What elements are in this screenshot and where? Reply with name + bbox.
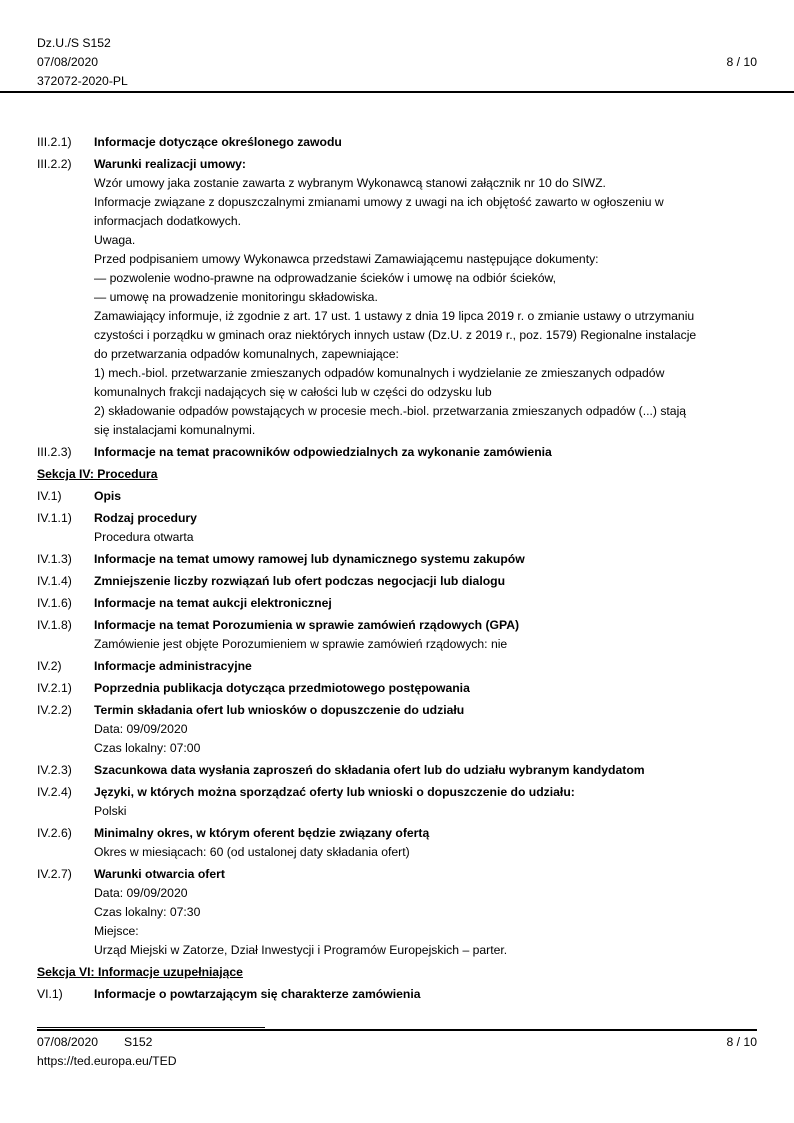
footer-date: 07/08/2020 bbox=[37, 1035, 98, 1049]
item-number: IV.1.4) bbox=[37, 574, 72, 588]
item-body bbox=[94, 155, 757, 440]
section-item bbox=[37, 985, 757, 1004]
item-paragraph: Przed podpisaniem umowy Wykonawca przedstawi Zamawiającemu następujące dokumenty: bbox=[94, 252, 599, 266]
section-item bbox=[37, 487, 757, 506]
section-item bbox=[37, 550, 757, 569]
section-item bbox=[37, 783, 757, 821]
item-body bbox=[94, 985, 757, 1004]
item-number: IV.2.2) bbox=[37, 703, 72, 717]
item-title: Informacje dotyczące określonego zawodu bbox=[94, 135, 342, 149]
header-date: 07/08/2020 bbox=[37, 55, 98, 69]
item-number: IV.1.3) bbox=[37, 552, 72, 566]
item-paragraph: Procedura otwarta bbox=[94, 530, 194, 544]
item-title: Warunki realizacji umowy: bbox=[94, 157, 246, 171]
item-title: Informacje na temat Porozumienia w sprawie zamówień rządowych (GPA) bbox=[94, 618, 520, 632]
item-body bbox=[94, 701, 757, 758]
item-paragraph: — umowę na prowadzenie monitoringu składowiska. bbox=[94, 290, 378, 304]
item-paragraph: Informacje związane z dopuszczalnymi zmianami umowy z uwagi na ich objętość zawarto w ogłoszeniu w bbox=[94, 195, 664, 209]
item-body bbox=[94, 487, 757, 506]
section-item bbox=[37, 594, 757, 613]
item-paragraph: się instalacjami komunalnymi. bbox=[94, 423, 256, 437]
item-paragraph: czystości i porządku w gminach oraz niektórych innych ustaw (Dz.U. z 2019 r., poz. 1579) Regionalne instalacje bbox=[94, 328, 697, 342]
item-title: Informacje na temat pracowników odpowiedzialnych za wykonanie zamówienia bbox=[94, 445, 552, 459]
document-body bbox=[0, 133, 794, 1004]
item-number: IV.1.8) bbox=[37, 618, 72, 632]
item-title: Termin składania ofert lub wniosków o dopuszczenie do udziału bbox=[94, 703, 465, 717]
item-number: IV.2.4) bbox=[37, 785, 72, 799]
item-body bbox=[94, 657, 757, 676]
item-paragraph: Urząd Miejski w Zatorze, Dział Inwestycji i Programów Europejskich – parter. bbox=[94, 943, 508, 957]
item-paragraph: Miejsce: bbox=[94, 924, 139, 938]
item-body bbox=[94, 865, 757, 960]
footer-url: https://ted.europa.eu/TED bbox=[37, 1054, 177, 1068]
item-body bbox=[94, 783, 757, 821]
item-paragraph: komunalnych frakcji nadających się w całości lub w części do odzysku lub bbox=[94, 385, 492, 399]
footer-row bbox=[37, 1033, 757, 1052]
item-body bbox=[94, 761, 757, 780]
item-paragraph: Polski bbox=[94, 804, 127, 818]
item-paragraph: informacjach dodatkowych. bbox=[94, 214, 241, 228]
item-title: Informacje administracyjne bbox=[94, 659, 252, 673]
item-number: IV.2.7) bbox=[37, 867, 72, 881]
item-paragraph: Data: 09/09/2020 bbox=[94, 886, 188, 900]
item-title: Szacunkowa data wysłania zaproszeń do składania ofert lub do udziału wybranym kandydatom bbox=[94, 763, 645, 777]
footer-page-number: 8 / 10 bbox=[726, 1035, 757, 1049]
item-number: III.2.3) bbox=[37, 445, 72, 459]
item-number: IV.2.3) bbox=[37, 763, 72, 777]
section-item bbox=[37, 679, 757, 698]
item-title: Informacje na temat aukcji elektronicznej bbox=[94, 596, 332, 610]
item-title: Warunki otwarcia ofert bbox=[94, 867, 225, 881]
item-number: IV.2.6) bbox=[37, 826, 72, 840]
section-item bbox=[37, 824, 757, 862]
item-title: Opis bbox=[94, 489, 122, 503]
section-item bbox=[37, 155, 757, 440]
item-body bbox=[94, 443, 757, 462]
item-number: III.2.1) bbox=[37, 135, 72, 149]
header-row bbox=[37, 53, 757, 72]
item-paragraph: — pozwolenie wodno-prawne na odprowadzanie ścieków i umowę na odbiór ścieków, bbox=[94, 271, 557, 285]
item-paragraph: Zamówienie jest objęte Porozumieniem w sprawie zamówień rządowych: nie bbox=[94, 637, 508, 651]
section-item bbox=[37, 657, 757, 676]
section-item bbox=[37, 865, 757, 960]
item-title: Informacje o powtarzającym się charakterze zamówienia bbox=[94, 987, 421, 1001]
item-body bbox=[94, 679, 757, 698]
item-number: IV.1) bbox=[37, 489, 62, 503]
footer-series: S152 bbox=[124, 1035, 153, 1049]
item-body bbox=[94, 594, 757, 613]
item-title: Rodzaj procedury bbox=[94, 511, 197, 525]
item-paragraph: Okres w miesiącach: 60 (od ustalonej daty składania ofert) bbox=[94, 845, 410, 859]
item-paragraph: 2) składowanie odpadów powstających w procesie mech.-biol. przetwarzania zmieszanych odpadów (...) stają bbox=[94, 404, 687, 418]
item-title: Poprzednia publikacja dotycząca przedmiotowego postępowania bbox=[94, 681, 470, 695]
item-paragraph: 1) mech.-biol. przetwarzanie zmieszanych odpadów komunalnych i wydzielanie ze zmieszanych odpadów bbox=[94, 366, 665, 380]
section-item bbox=[37, 616, 757, 654]
section-heading: Sekcja IV: Procedura bbox=[37, 467, 158, 481]
item-number: IV.2) bbox=[37, 659, 62, 673]
item-paragraph: Czas lokalny: 07:30 bbox=[94, 905, 201, 919]
item-number: IV.1.6) bbox=[37, 596, 72, 610]
footer-rule-left-segment bbox=[37, 1027, 265, 1028]
item-body bbox=[94, 550, 757, 569]
section-item bbox=[37, 443, 757, 462]
item-number: III.2.2) bbox=[37, 157, 72, 171]
page-footer bbox=[0, 1027, 794, 1123]
header-journal: Dz.U./S S152 bbox=[37, 36, 111, 50]
section-item bbox=[37, 701, 757, 758]
item-body bbox=[94, 824, 757, 862]
item-paragraph: Zamawiający informuje, iż zgodnie z art. 17 ust. 1 ustawy z dnia 19 lipca 2019 r. o zmianie ustawy o utrzymaniu bbox=[94, 309, 695, 323]
item-paragraph: do przetwarzania odpadów komunalnych, zapewniające: bbox=[94, 347, 399, 361]
section-heading: Sekcja VI: Informacje uzupełniające bbox=[37, 965, 243, 979]
item-number: IV.2.1) bbox=[37, 681, 72, 695]
header-page-number: 8 / 10 bbox=[726, 55, 757, 69]
item-number: IV.1.1) bbox=[37, 511, 72, 525]
page-header bbox=[0, 0, 794, 93]
item-title: Minimalny okres, w którym oferent będzie związany ofertą bbox=[94, 826, 430, 840]
section-item bbox=[37, 133, 757, 152]
item-paragraph: Uwaga. bbox=[94, 233, 136, 247]
item-body bbox=[94, 572, 757, 591]
footer-rule bbox=[37, 1027, 757, 1031]
item-paragraph: Wzór umowy jaka zostanie zawarta z wybranym Wykonawcą stanowi załącznik nr 10 do SIWZ. bbox=[94, 176, 606, 190]
item-title: Informacje na temat umowy ramowej lub dynamicznego systemu zakupów bbox=[94, 552, 525, 566]
item-title: Języki, w których można sporządzać oferty lub wnioski o dopuszczenie do udziału: bbox=[94, 785, 575, 799]
section-item bbox=[37, 761, 757, 780]
item-paragraph: Czas lokalny: 07:00 bbox=[94, 741, 201, 755]
item-paragraph: Data: 09/09/2020 bbox=[94, 722, 188, 736]
item-body bbox=[94, 616, 757, 654]
section-item bbox=[37, 509, 757, 547]
item-title: Zmniejszenie liczby rozwiązań lub ofert podczas negocjacji lub dialogu bbox=[94, 574, 506, 588]
item-body bbox=[94, 509, 757, 547]
header-doc-number: 372072-2020-PL bbox=[37, 74, 128, 88]
item-body bbox=[94, 133, 757, 152]
section-item bbox=[37, 572, 757, 591]
item-number: VI.1) bbox=[37, 987, 63, 1001]
